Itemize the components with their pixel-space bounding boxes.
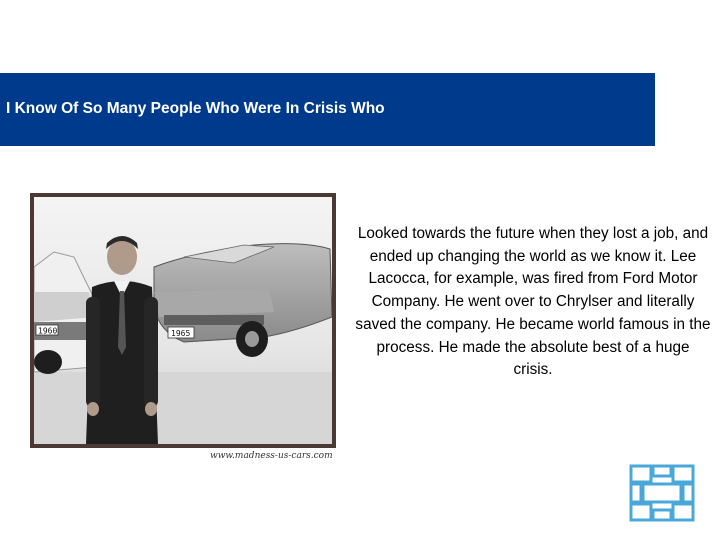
slide-title: I Know Of So Many People Who Were In Crisis Who [6,100,385,117]
left-plate-text: 1960 [38,326,58,336]
grid-logo-icon [629,464,695,522]
photo-frame [30,193,336,448]
slide-body-text: Looked towards the future when they lost a job, and ended up changing the world as we know it. Lee Lacocca, for example, was fired from Ford Motor Company. He went over to Chrylser and literally saved the company. He became world famous in the process. He made the absolute best of a huge crisis. [355,225,711,379]
slide-title-bar [0,73,655,146]
photo-watermark: www.madness-us-cars.com [210,451,333,461]
right-plate-text: 1965 [171,329,191,338]
cars-and-man-photo [34,197,332,444]
